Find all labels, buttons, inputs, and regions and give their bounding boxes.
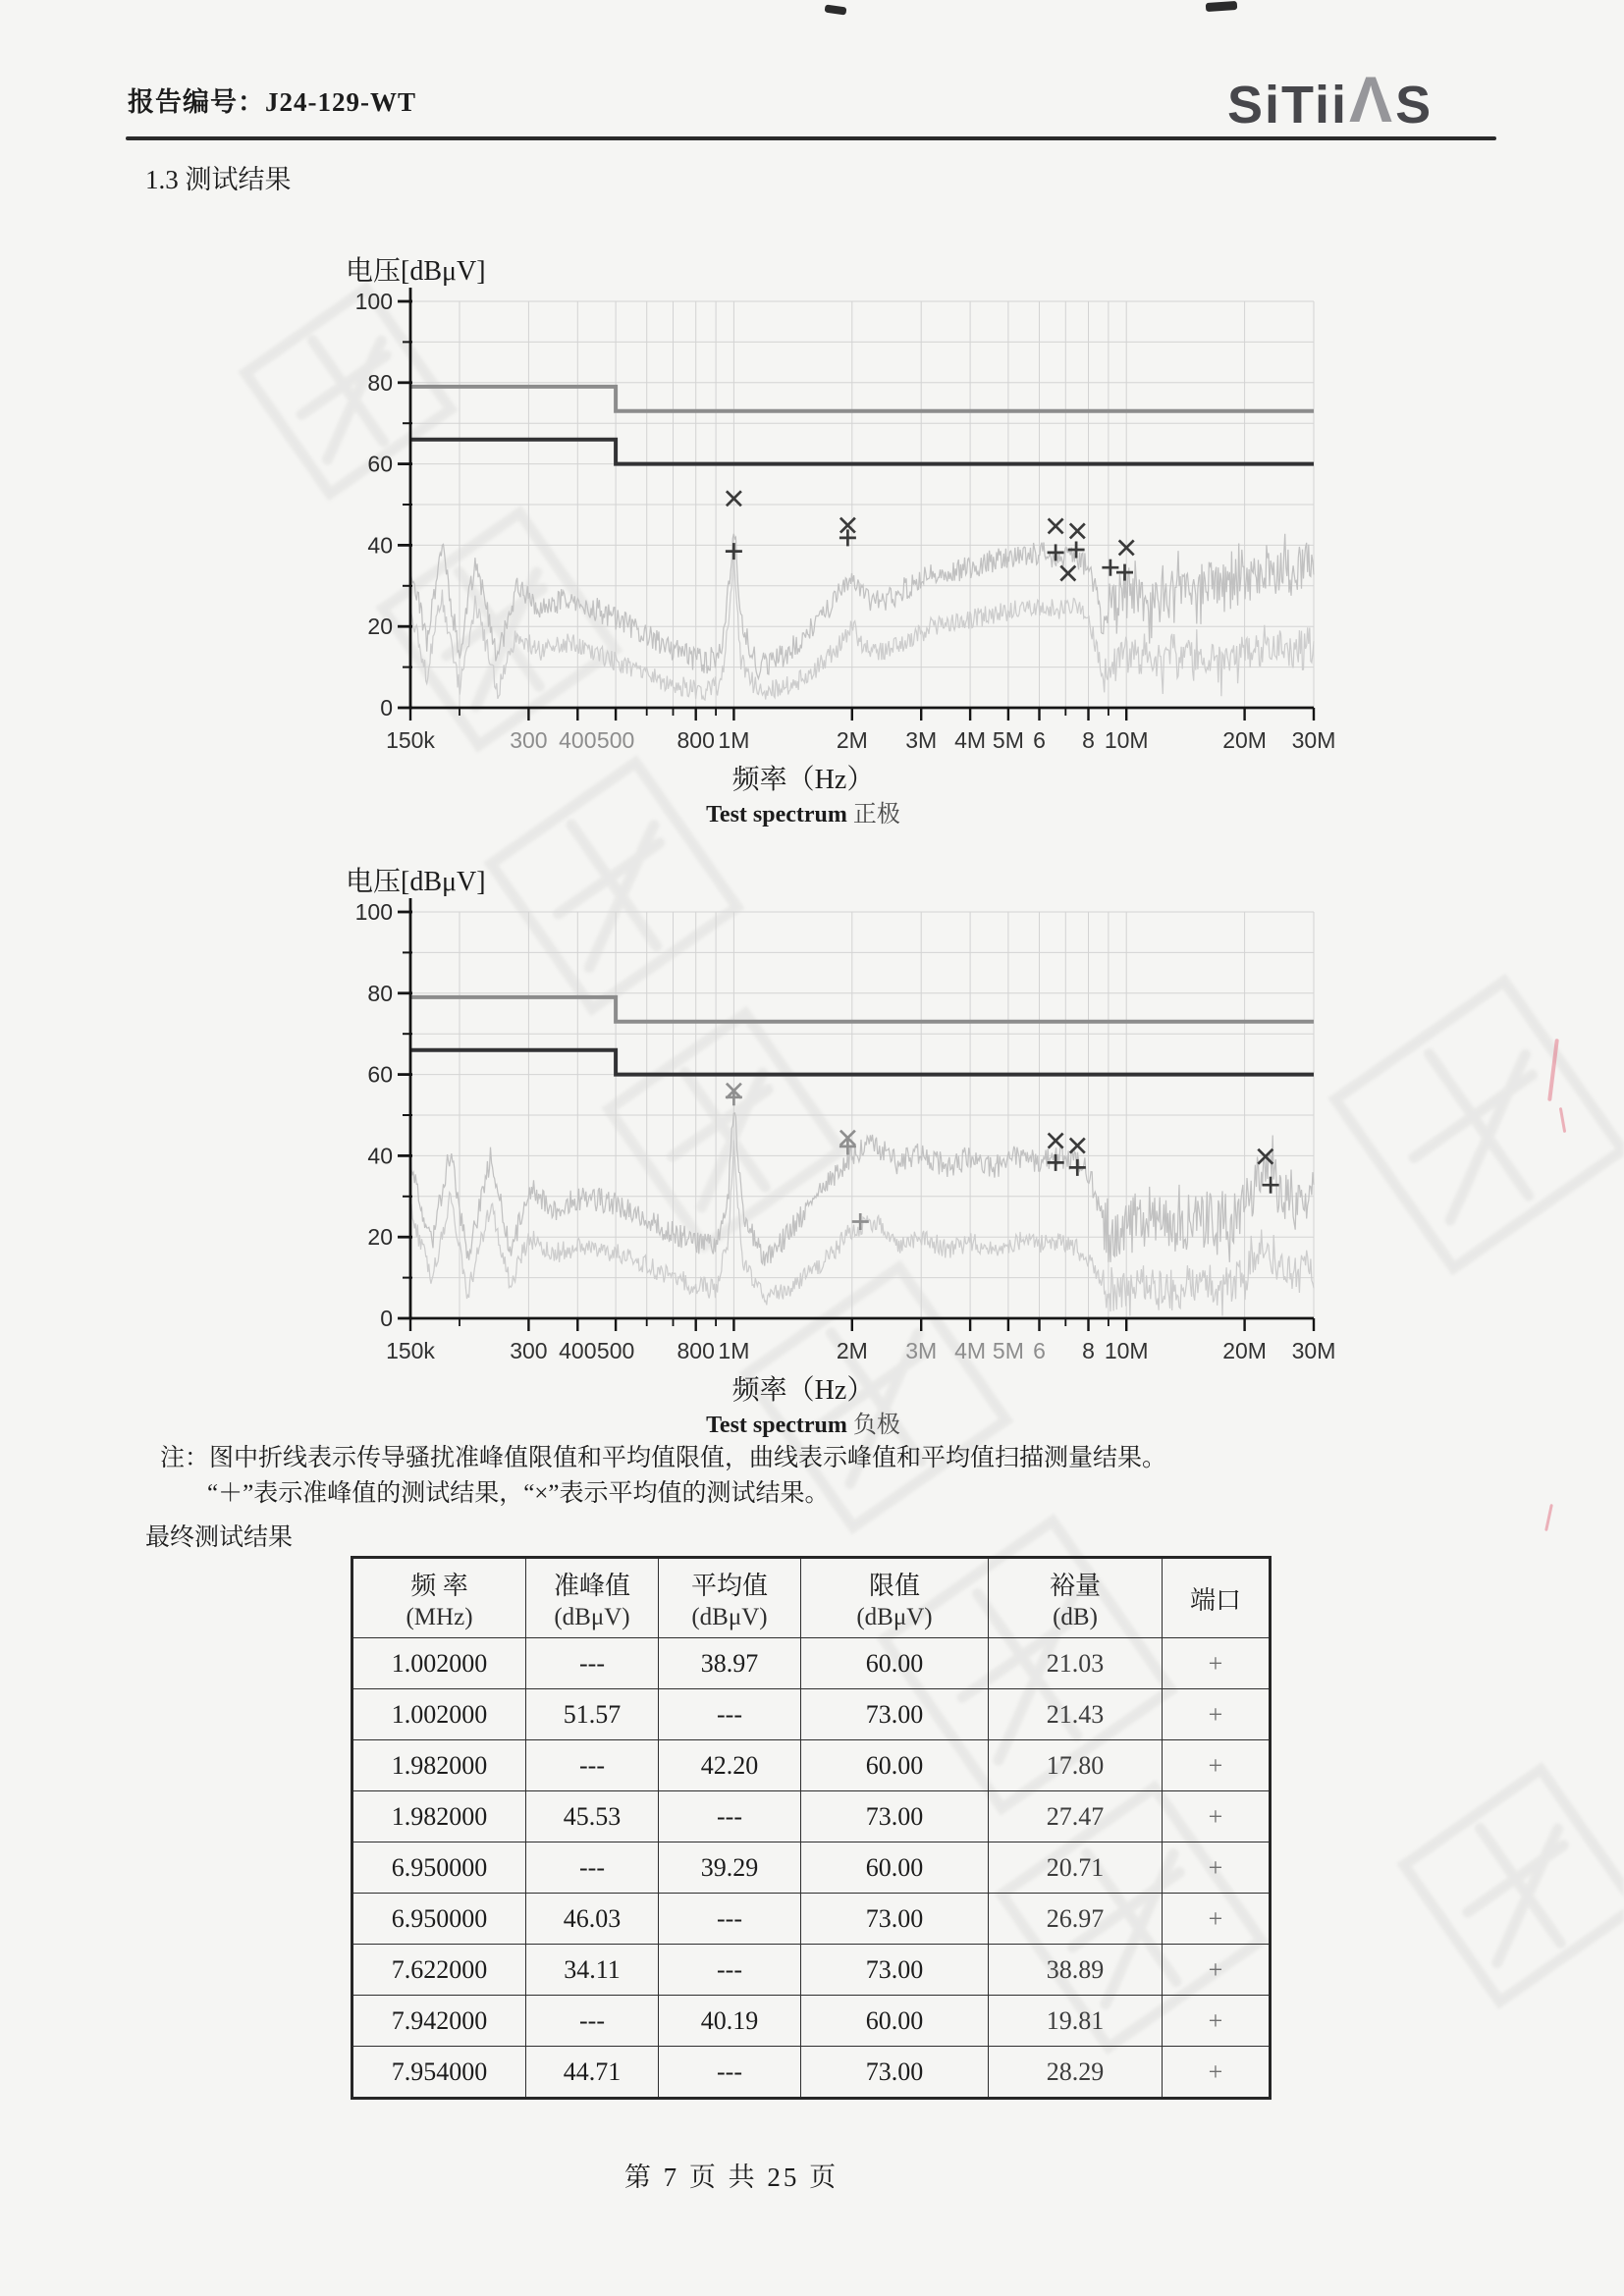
table-cell: 7.954000 bbox=[352, 2047, 526, 2099]
chart-title: Test spectrum 负极 bbox=[706, 1413, 900, 1438]
y-tick-label: 0 bbox=[380, 695, 393, 721]
table-cell: 7.622000 bbox=[352, 1945, 526, 1996]
table-cell: 60.00 bbox=[801, 1842, 989, 1894]
x-tick-label: 300 bbox=[510, 1338, 548, 1363]
table-cell: 73.00 bbox=[801, 1945, 989, 1996]
sweep-traces bbox=[410, 534, 1314, 700]
x-marker bbox=[1070, 523, 1085, 538]
table-cell: --- bbox=[526, 1996, 659, 2047]
logo-text-left: SiTii bbox=[1227, 76, 1349, 134]
x-tick-label: 400 bbox=[559, 727, 597, 753]
sitiias-logo bbox=[1227, 63, 1434, 135]
table-cell: 60.00 bbox=[801, 1638, 989, 1689]
x-tick-label: 150k bbox=[386, 1338, 435, 1363]
header-rule bbox=[126, 136, 1496, 140]
quasi-peak-limit bbox=[410, 997, 1314, 1022]
table-cell: 21.03 bbox=[989, 1638, 1163, 1689]
table-cell: 28.29 bbox=[989, 2047, 1163, 2099]
table-header-cell: 准峰值 (dBμV) bbox=[526, 1558, 659, 1638]
average-limit bbox=[410, 1050, 1314, 1075]
x-tick-label: 800 bbox=[677, 727, 715, 753]
x-marker bbox=[1049, 1134, 1063, 1148]
x-tick-label: 3M bbox=[905, 1338, 938, 1363]
table-cell: + bbox=[1163, 1894, 1271, 1945]
table-cell: 20.71 bbox=[989, 1842, 1163, 1894]
table-cell: 6.950000 bbox=[352, 1842, 526, 1894]
tick-labels bbox=[355, 289, 1335, 753]
y-tick-label: 100 bbox=[354, 899, 393, 925]
report-number-label: 报告编号： bbox=[128, 87, 265, 117]
table-cell: 21.43 bbox=[989, 1689, 1163, 1740]
table-cell: 17.80 bbox=[989, 1740, 1163, 1791]
table-cell: --- bbox=[659, 2047, 801, 2099]
table-cell: 60.00 bbox=[801, 1740, 989, 1791]
limit-lines bbox=[410, 997, 1314, 1075]
table-row bbox=[352, 1791, 1271, 1842]
section-title: 1.3 测试结果 bbox=[145, 165, 292, 194]
x-tick-label: 2M bbox=[836, 727, 868, 753]
scan-artifact bbox=[825, 5, 847, 16]
x-tick-label: 4M bbox=[954, 1338, 987, 1363]
table-row bbox=[352, 1945, 1271, 1996]
table-cell: --- bbox=[526, 1638, 659, 1689]
plus-marker bbox=[1102, 560, 1118, 576]
y-tick-label: 60 bbox=[367, 451, 393, 477]
table-row bbox=[352, 1894, 1271, 1945]
table-cell: 34.11 bbox=[526, 1945, 659, 1996]
note-line1: 注：图中折线表示传导骚扰准峰值限值和平均值限值，曲线表示峰值和平均值扫描测量结果。 bbox=[160, 1445, 1167, 1471]
y-tick-label: 60 bbox=[367, 1061, 393, 1088]
x-tick-label: 800 bbox=[677, 1338, 715, 1363]
peak-sweep bbox=[410, 1113, 1314, 1266]
plus-marker bbox=[726, 1089, 742, 1105]
table-cell: 46.03 bbox=[526, 1894, 659, 1945]
table-cell: 1.982000 bbox=[352, 1791, 526, 1842]
table-cell: 44.71 bbox=[526, 2047, 659, 2099]
x-tick-label: 500 bbox=[596, 1338, 635, 1363]
grid-lines bbox=[410, 912, 1314, 1318]
table-cell: --- bbox=[526, 1842, 659, 1894]
table-cell: + bbox=[1163, 1842, 1271, 1894]
y-axis-title: 电压[dBμV] bbox=[346, 256, 486, 287]
chart-title: Test spectrum 正极 bbox=[706, 802, 900, 828]
table-cell: 38.89 bbox=[989, 1945, 1163, 1996]
table-cell: 40.19 bbox=[659, 1996, 801, 2047]
quasi-peak-limit bbox=[410, 387, 1314, 411]
peak-sweep bbox=[410, 534, 1314, 679]
table-row bbox=[352, 1842, 1271, 1894]
table-cell: 38.97 bbox=[659, 1638, 801, 1689]
final-results-table-wrap bbox=[351, 1556, 1272, 2100]
y-tick-label: 0 bbox=[380, 1306, 393, 1331]
table-cell: + bbox=[1163, 2047, 1271, 2099]
y-tick-label: 20 bbox=[367, 1224, 393, 1251]
logo-text-right: S bbox=[1395, 76, 1434, 134]
x-marker bbox=[1070, 1139, 1085, 1153]
y-tick-label: 40 bbox=[367, 1143, 393, 1169]
x-tick-label: 1M bbox=[718, 1338, 750, 1363]
limit-lines bbox=[410, 387, 1314, 464]
spectrum-chart-negative bbox=[314, 859, 1335, 1460]
report-number bbox=[128, 80, 416, 119]
table-cell: --- bbox=[659, 1689, 801, 1740]
sweep-traces bbox=[410, 1113, 1314, 1316]
plus-marker bbox=[1048, 1154, 1064, 1171]
table-cell: --- bbox=[659, 1945, 801, 1996]
table-cell: + bbox=[1163, 1638, 1271, 1689]
x-tick-label: 3M bbox=[905, 727, 938, 753]
table-header-cell: 限值 (dBμV) bbox=[801, 1558, 989, 1638]
x-tick-label: 6 bbox=[1033, 727, 1046, 753]
table-cell: + bbox=[1163, 1945, 1271, 1996]
x-tick-label: 1M bbox=[718, 727, 750, 753]
table-cell: 26.97 bbox=[989, 1894, 1163, 1945]
table-row bbox=[352, 1996, 1271, 2047]
note-line2: “＋”表示准峰值的测试结果，“×”表示平均值的测试结果。 bbox=[207, 1480, 830, 1508]
table-cell: 73.00 bbox=[801, 1689, 989, 1740]
table-cell: 73.00 bbox=[801, 2047, 989, 2099]
x-tick-label: 300 bbox=[510, 727, 548, 753]
table-cell: 19.81 bbox=[989, 1996, 1163, 2047]
table-cell: 1.002000 bbox=[352, 1638, 526, 1689]
table-header-cell: 平均值 (dBμV) bbox=[659, 1558, 801, 1638]
table-cell: 39.29 bbox=[659, 1842, 801, 1894]
table-row bbox=[352, 1689, 1271, 1740]
red-pen-mark bbox=[1547, 1039, 1559, 1101]
y-tick-label: 40 bbox=[367, 532, 393, 559]
tick-labels bbox=[355, 899, 1335, 1363]
x-tick-label: 5M bbox=[992, 727, 1024, 753]
table-cell: --- bbox=[659, 1791, 801, 1842]
table-cell: 7.942000 bbox=[352, 1996, 526, 2047]
table-cell: + bbox=[1163, 1791, 1271, 1842]
watermark-glyph bbox=[1335, 982, 1622, 1268]
x-tick-label: 2M bbox=[836, 1338, 868, 1363]
table-header-row bbox=[352, 1558, 1271, 1638]
x-tick-label: 10M bbox=[1104, 727, 1149, 753]
table-cell: 27.47 bbox=[989, 1791, 1163, 1842]
table-cell: 73.00 bbox=[801, 1894, 989, 1945]
table-cell: + bbox=[1163, 1996, 1271, 2047]
table-row bbox=[352, 1638, 1271, 1689]
table-cell: 1.982000 bbox=[352, 1740, 526, 1791]
watermark-glyph bbox=[1404, 1769, 1624, 2002]
x-marker bbox=[1049, 518, 1063, 533]
table-cell: 6.950000 bbox=[352, 1894, 526, 1945]
table-header-cell: 端口 bbox=[1163, 1558, 1271, 1638]
table-cell: 1.002000 bbox=[352, 1689, 526, 1740]
x-tick-label: 8 bbox=[1082, 727, 1095, 753]
x-tick-label: 400 bbox=[559, 1338, 597, 1363]
table-header-cell: 裕量 (dB) bbox=[989, 1558, 1163, 1638]
report-number-value: J24-129-WT bbox=[265, 87, 416, 117]
y-tick-label: 20 bbox=[367, 614, 393, 640]
table-row bbox=[352, 1740, 1271, 1791]
plus-marker bbox=[1116, 564, 1133, 581]
table-cell: 51.57 bbox=[526, 1689, 659, 1740]
table-cell: 73.00 bbox=[801, 1791, 989, 1842]
x-tick-label: 20M bbox=[1222, 727, 1267, 753]
page-footer: 第 7 页 共 25 页 bbox=[623, 2163, 839, 2192]
table-cell: + bbox=[1163, 1740, 1271, 1791]
red-pen-mark bbox=[1544, 1504, 1553, 1531]
table-cell: 42.20 bbox=[659, 1740, 801, 1791]
table-cell: 45.53 bbox=[526, 1791, 659, 1842]
spectrum-chart-positive bbox=[314, 248, 1335, 849]
x-tick-label: 30M bbox=[1291, 727, 1335, 753]
plus-marker bbox=[1069, 1159, 1086, 1176]
plus-marker bbox=[839, 1138, 856, 1154]
scan-artifact bbox=[1206, 1, 1238, 12]
x-tick-label: 20M bbox=[1222, 1338, 1267, 1363]
x-tick-label: 30M bbox=[1291, 1338, 1335, 1363]
x-tick-label: 10M bbox=[1104, 1338, 1149, 1363]
y-tick-label: 80 bbox=[367, 369, 393, 396]
x-axis-title: 频率（Hz） bbox=[731, 765, 875, 795]
y-tick-label: 80 bbox=[367, 980, 393, 1006]
table-cell: --- bbox=[659, 1894, 801, 1945]
x-marker bbox=[1060, 566, 1075, 581]
x-axis-title: 频率（Hz） bbox=[731, 1375, 875, 1406]
x-tick-label: 6 bbox=[1033, 1338, 1046, 1363]
x-tick-label: 500 bbox=[596, 727, 635, 753]
average-limit bbox=[410, 440, 1314, 464]
x-tick-label: 4M bbox=[954, 727, 987, 753]
table-row bbox=[352, 2047, 1271, 2099]
table-cell: + bbox=[1163, 1689, 1271, 1740]
y-axis-title: 电压[dBμV] bbox=[346, 867, 486, 897]
logo-triangle-a-icon: Λ bbox=[1349, 63, 1395, 135]
x-tick-label: 5M bbox=[992, 1338, 1024, 1363]
red-pen-mark bbox=[1559, 1107, 1566, 1133]
table-cell: 60.00 bbox=[801, 1996, 989, 2047]
final-results-label: 最终测试结果 bbox=[145, 1524, 294, 1551]
table-header-cell: 频 率 (MHz) bbox=[352, 1558, 526, 1638]
chart-note bbox=[160, 1441, 1535, 1513]
x-tick-label: 8 bbox=[1082, 1338, 1095, 1363]
x-tick-label: 150k bbox=[386, 727, 435, 753]
table-cell: --- bbox=[526, 1740, 659, 1791]
results-table bbox=[351, 1556, 1272, 2100]
y-tick-label: 100 bbox=[354, 289, 393, 314]
